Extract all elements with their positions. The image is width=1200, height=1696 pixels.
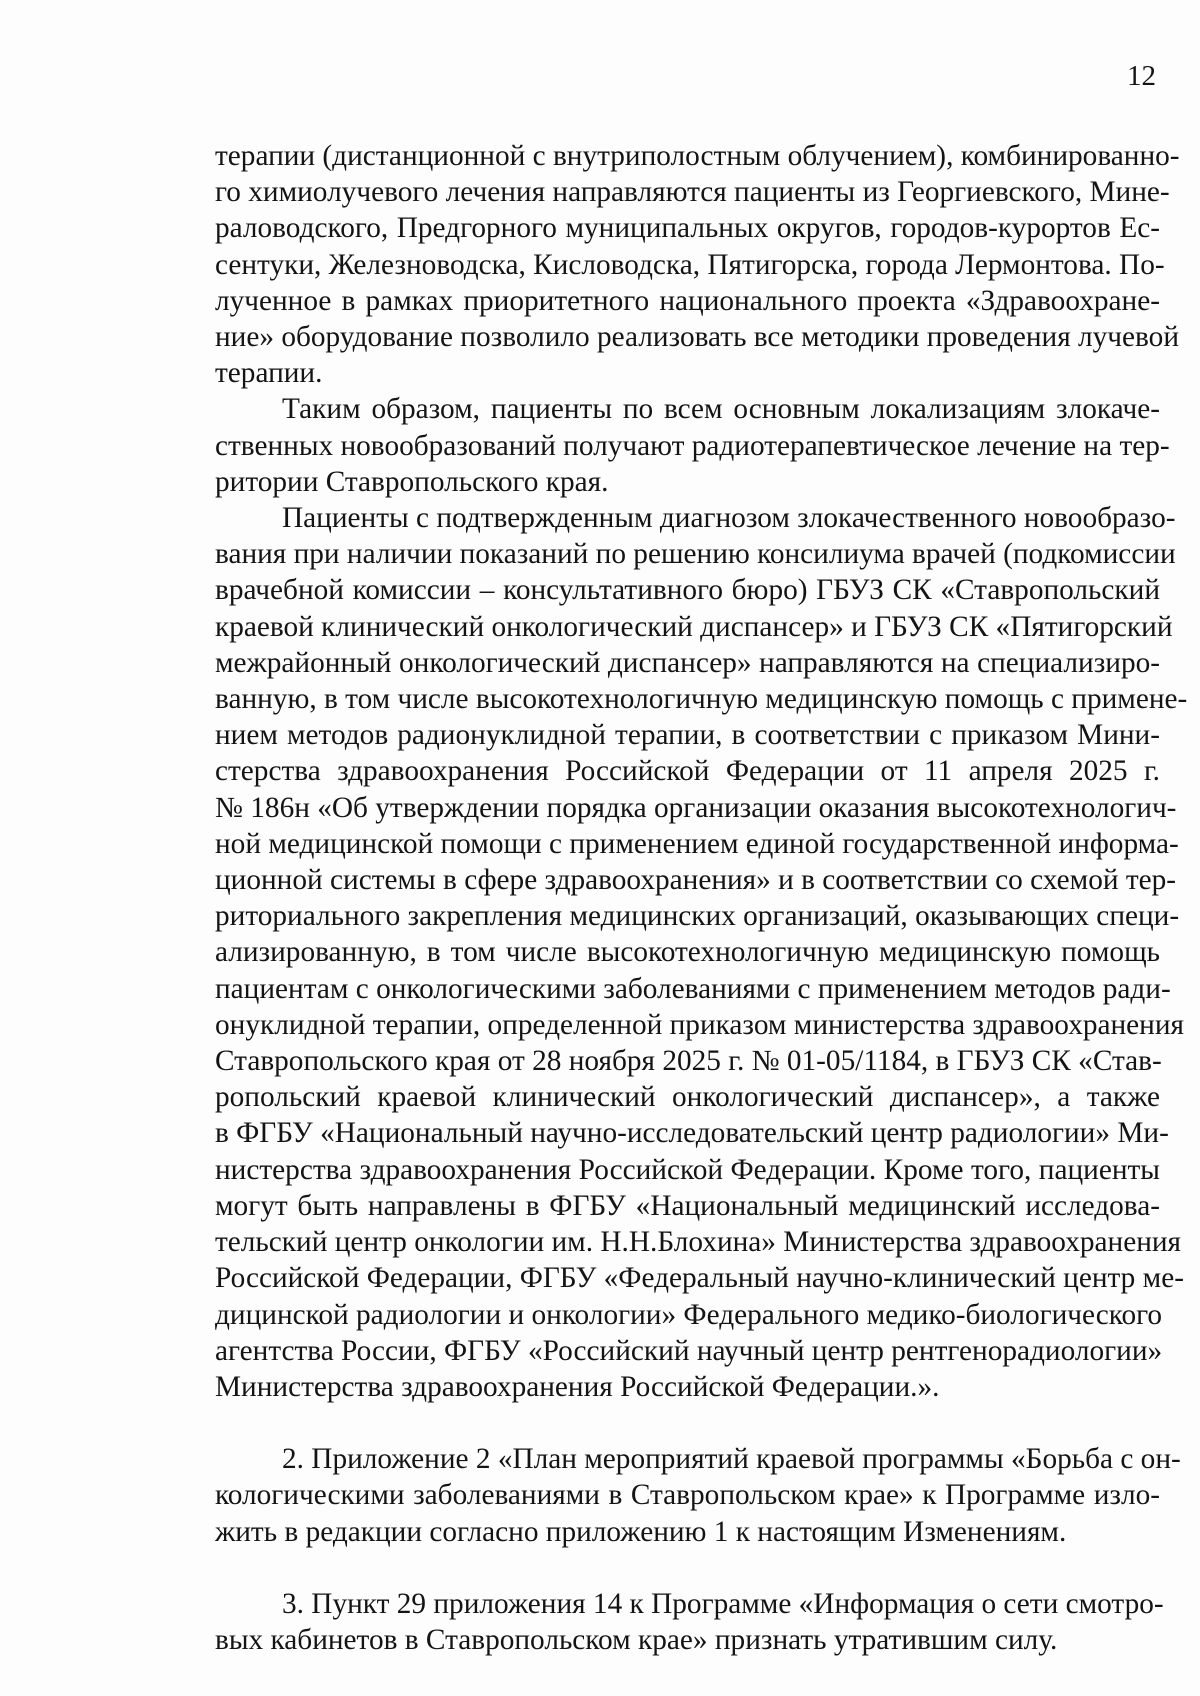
text-line: краевой клинический онкологический диспансер» и ГБУЗ СК «Пятигорский: [215, 610, 1173, 643]
text-line: вых кабинетов в Ставропольском крае» признать утратившим силу.: [215, 1623, 1058, 1656]
text-line: риториального закрепления медицинских организаций, оказывающих специ-: [215, 900, 1180, 933]
text-line: терапии.: [215, 357, 323, 390]
text-line: ние» оборудование позволило реализовать все методики проведения лучевой: [215, 321, 1179, 354]
text-line: терапии (дистанционной с внутриполостным облучением), комбинированно-: [215, 140, 1180, 172]
text-line: Таким образом, пациенты по всем основным локализациям злокаче-: [282, 393, 1160, 426]
text-line: 3. Пункт 29 приложения 14 к Программе «Информация о сети смотро-: [282, 1587, 1164, 1620]
document-body: [215, 138, 1188, 1658]
text-line: ственных новообразований получают радиотерапевтическое лечение на тер-: [215, 429, 1170, 462]
text-line: нистерства здравоохранения Российской Федерации. Кроме того, пациенты: [215, 1153, 1160, 1186]
page-number: 12: [1127, 60, 1156, 92]
text-line: стерства здравоохранения Российской Федерации от 11 апреля 2025 г.: [215, 755, 1160, 788]
paragraph-item-3: [215, 1586, 1164, 1658]
text-line: врачебной комиссии – консультативного бюро) ГБУЗ СК «Ставропольский: [215, 574, 1160, 607]
text-line: кологическими заболеваниями в Ставропольском крае» к Программе изло-: [215, 1479, 1160, 1512]
text-line: ванную, в том числе высокотехнологичную медицинскую помощь с примене-: [215, 683, 1188, 716]
paragraph-radionuclide-therapy: [215, 500, 1188, 1405]
paragraph-radiotherapy-referral: [215, 138, 1180, 391]
text-line: сентуки, Железноводска, Кисловодска, Пятигорска, города Лермонтова. По-: [215, 248, 1165, 281]
text-line: ропольский краевой клинический онкологический диспансер», а также: [215, 1081, 1160, 1114]
text-line: го химиолучевого лечения направляются пациенты из Георгиевского, Мине-: [215, 176, 1170, 209]
text-line: нием методов радионуклидной терапии, в соответствии с приказом Мини-: [215, 719, 1160, 752]
text-line: Российской Федерации, ФГБУ «Федеральный научно-клинический центр ме-: [215, 1262, 1184, 1295]
paragraph-conclusion: [215, 391, 1170, 500]
text-line: дицинской радиологии и онкологии» Федерального медико-биологического: [215, 1298, 1163, 1331]
text-line: ализированную, в том числе высокотехнологичную медицинскую помощь: [215, 936, 1160, 969]
text-line: Министерства здравоохранения Российской Федерации.».: [215, 1370, 940, 1403]
text-line: могут быть направлены в ФГБУ «Национальный медицинский исследова-: [215, 1189, 1160, 1222]
text-line: тельский центр онкологии им. Н.Н.Блохина» Министерства здравоохранения: [215, 1226, 1182, 1259]
text-line: ной медицинской помощи с применением единой государственной информа-: [215, 827, 1179, 860]
text-line: в ФГБУ «Национальный научно-исследовательский центр радиологии» Ми-: [215, 1117, 1169, 1150]
text-line: ритории Ставропольского края.: [215, 465, 609, 498]
text-line: межрайонный онкологический диспансер» направляются на специализиро-: [215, 646, 1160, 679]
text-line: агентства России, ФГБУ «Российский научный центр рентгенорадиологии»: [215, 1334, 1163, 1367]
text-line: жить в редакции согласно приложению 1 к настоящим Изменениям.: [215, 1515, 1067, 1548]
paragraph-item-2: [215, 1441, 1181, 1550]
text-line: раловодского, Предгорного муниципальных округов, городов-курортов Ес-: [215, 212, 1160, 245]
text-line: Ставропольского края от 28 ноября 2025 г. № 01-05/1184, в ГБУЗ СК «Став-: [215, 1045, 1162, 1078]
text-line: ционной системы в сфере здравоохранения» и в соответствии со схемой тер-: [215, 864, 1177, 897]
text-line: онуклидной терапии, определенной приказом министерства здравоохранения: [215, 1008, 1185, 1041]
text-line: № 186н «Об утверждении порядка организации оказания высокотехнологич-: [215, 791, 1177, 824]
text-line: 2. Приложение 2 «План мероприятий краевой программы «Борьба с он-: [282, 1443, 1181, 1476]
text-line: Пациенты с подтвержденным диагнозом злокачественного новообразо-: [282, 502, 1176, 535]
text-line: пациентам с онкологическими заболеваниями с применением методов ради-: [215, 972, 1171, 1005]
text-line: вания при наличии показаний по решению консилиума врачей (подкомиссии: [215, 538, 1176, 571]
text-line: лученное в рамках приоритетного национального проекта «Здравоохране-: [215, 284, 1160, 317]
